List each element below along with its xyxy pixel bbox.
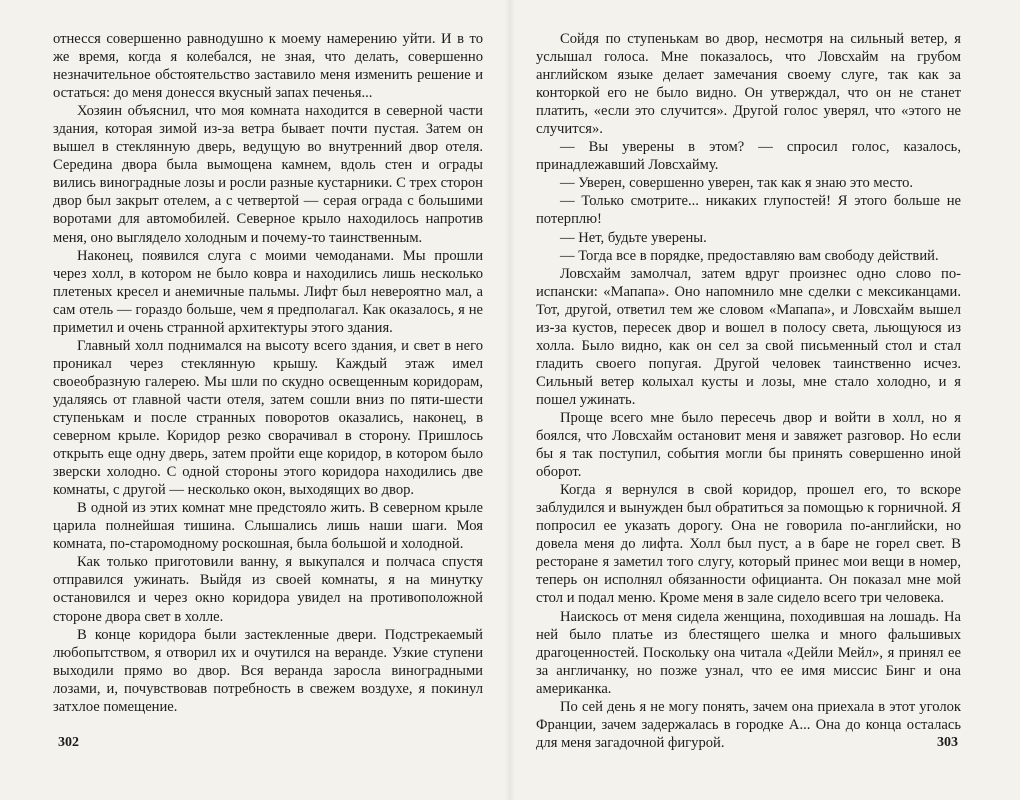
paragraph: По сей день я не могу понять, зачем она приехала в этот уголок Франции, зачем задержалась в городке А... Она до конца осталась для меня загадочной фигурой. <box>536 698 961 751</box>
paragraph: Хозяин объяснил, что моя комната находится в северной части здания, которая зимой из-за ветра бывает почти пустая. Затем он вышел в стеклянную дверь, ведущую во внутренний двор отеля. Середина двора была вымощена камнем, вдоль стен и ограды вились виноградные лозы и росли разные кустарники. С трех сторон двор был закрыт отелем, а с четвертой — серая ограда с большими воротами для автомобилей. Северное крыло находилось напротив меня, оно выглядело холодным и почему-то таинственным. <box>53 103 483 246</box>
paragraph: — Тогда все в порядке, предоставляю вам свободу действий. <box>560 247 939 264</box>
paragraph: Ловсхайм замолчал, затем вдруг произнес одно слово по-испански: «Мапапа». Оно напомнило мне сделки с мексиканцами. Тот, другой, ответил тем же словом «Мапапа», и Ловсхайм вышел из-за кустов, пересек двор и вошел в полосу света, льющуюся из холла. Было видно, как он сел за свой письменный стол и стал гладить своего попугая. Другой человек таинственно исчез. Сильный ветер колыхал кусты и лозы, мне стало холодно, и я пошел ужинать. <box>536 265 961 408</box>
page-number-left: 302 <box>58 735 79 750</box>
paragraph: Главный холл поднимался на высоту всего здания, и свет в него проникал через стеклянную крышу. Каждый этаж имел своеобразную галерею. Мы шли по скудно освещенным коридорам, удаляясь от главной части отеля, затем сошли вниз по пяти-шести ступенькам и после странных поворотов оказались, наконец, в северном крыле. Коридор резко сворачивал в сторону. Пришлось открыть еще одну дверь, затем пройти еще коридор, в котором было зверски холодно. С одной стороны этого коридора находились две комнаты, с другой — несколько окон, выходящих во двор. <box>53 337 483 499</box>
left-page <box>53 30 483 716</box>
paragraph: Наконец, появился слуга с моими чемоданами. Мы прошли через холл, в котором не было ковра и находились лишь несколько плетеных кресел и анемичные пальмы. Лифт был невероятно мал, а сам отель — гораздо больше, чем я предполагал. Как оказалось, я не приметил и очень странной архитектуры этого здания. <box>53 247 483 336</box>
paragraph: — Вы уверены в этом? — спросил голос, казалось, принадлежавший Ловсхайму. <box>536 139 961 174</box>
paragraph: Как только приготовили ванну, я выкупался и полчаса спустя отправился ужинать. Выйдя из своей комнаты, я на минутку остановился и через окно коридора увидел на противоположной стороне двора свет в холле. <box>53 554 483 625</box>
paragraph: В конце коридора были застекленные двери. Подстрекаемый любопытством, я отворил их и очутился на веранде. Узкие ступени выходили прямо во двор. Вся веранда заросла виноградными лозами, и, почувствовав потребность в свежем воздухе, я покинул затхлое помещение. <box>53 626 483 715</box>
paragraph: — Уверен, совершенно уверен, так как я знаю это место. <box>560 175 914 192</box>
gutter <box>505 0 515 800</box>
paragraph: — Нет, будьте уверены. <box>560 229 707 246</box>
page-number-right: 303 <box>937 735 958 750</box>
paragraph: Сойдя по ступенькам во двор, несмотря на сильный ветер, я услышал голоса. Мне показалось, что Ловсхайм на грубом английском языке делает замечания своему слуге, так как за конторкой его не было видно. Он утверждал, что он не станет платить, «если это случится». Другой голос уверял, что «этого не случится». <box>536 31 961 138</box>
paragraph: Когда я вернулся в свой коридор, прошел его, то вскоре заблудился и вынужден был обратиться за помощью к горничной. Я попросил ее указать дорогу. Она не говорила по-английски, но довела меня до лифта. Холл был пуст, а в баре не горел свет. В ресторане я заметил того слугу, который принес мои вещи в номер, теперь он исполнял обязанности официанта. Он показал мне мой стол и подал меню. Кроме меня в зале сидело всего три человека. <box>536 482 961 607</box>
right-page <box>536 30 961 752</box>
paragraph: отнесся совершенно равнодушно к моему намерению уйти. И в то же время, когда я колебался, не зная, что делать, совершенно незначительное обстоятельство заставило меня изменить решение и остаться: до меня донесся вкусный запах печенья... <box>53 31 483 102</box>
paragraph: Наискось от меня сидела женщина, походившая на лошадь. На ней было платье из блестящего шелка и много фальшивых драгоценностей. Поскольку она читала «Дейли Мейл», я принял ее за англичанку, но позже узнал, что ее имя миссис Бинг и она американка. <box>536 608 961 697</box>
paragraph: Проще всего мне было пересечь двор и войти в холл, но я боялся, что Ловсхайм остановит меня и завяжет разговор. Но если бы я так поступил, события могли бы принять совершенно иной оборот. <box>536 409 961 481</box>
paragraph: — Только смотрите... никаких глупостей! Я этого больше не потерплю! <box>536 193 961 228</box>
paragraph: В одной из этих комнат мне предстояло жить. В северном крыле царила полнейшая тишина. Слышались лишь наши шаги. Моя комната, по-старомодному роскошная, была большой и холодной. <box>53 500 483 553</box>
